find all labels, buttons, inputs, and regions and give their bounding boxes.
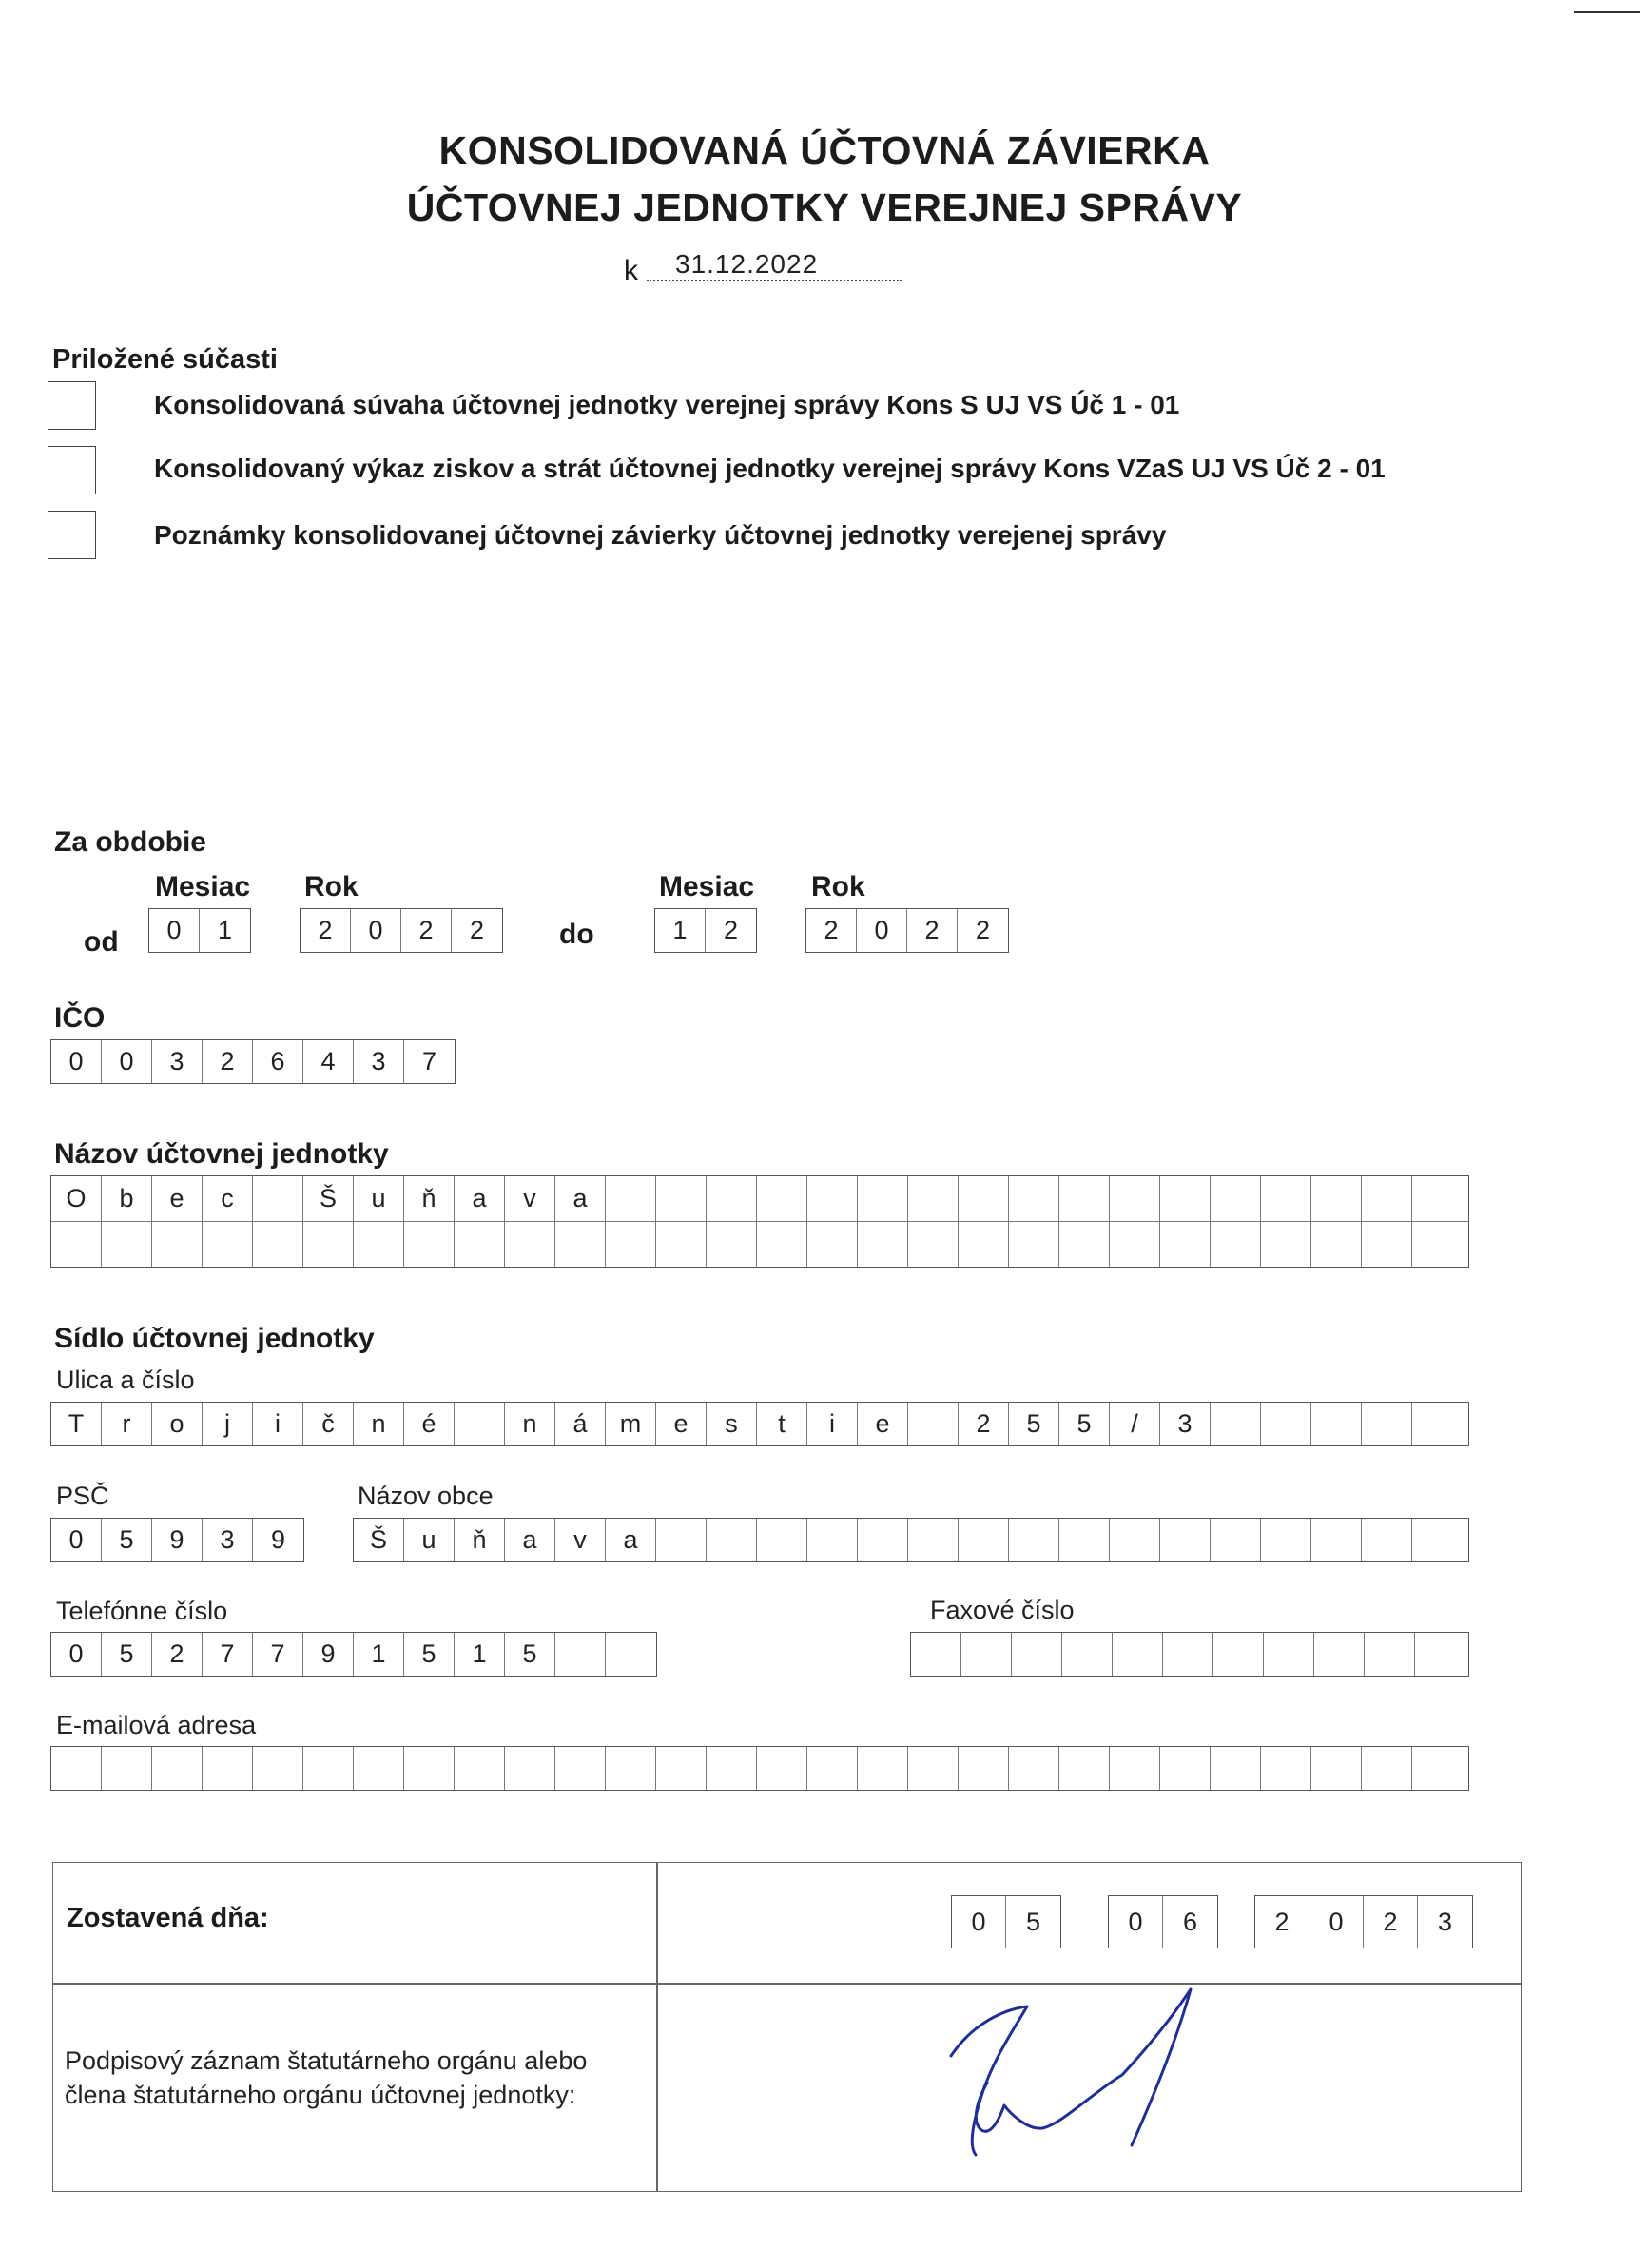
digit-cell: 2 — [975, 916, 991, 944]
char-cell — [203, 1222, 253, 1267]
char-cell — [858, 1747, 908, 1790]
digit-cell: 6 — [253, 1040, 303, 1083]
digit-cell — [1264, 1633, 1314, 1676]
digit-cell: 3 — [152, 1040, 203, 1083]
digit-cell: 7 — [203, 1633, 253, 1676]
digit-cell: 1 — [455, 1633, 505, 1676]
fax-field[interactable] — [910, 1632, 1469, 1677]
char-cell: T — [51, 1403, 102, 1445]
compiled-year-field[interactable] — [1254, 1895, 1473, 1948]
char-cell: 5 — [1059, 1403, 1110, 1445]
page-title-line2: ÚČTOVNEJ JEDNOTKY VEREJNEJ SPRÁVY — [406, 185, 1243, 229]
digit-cell — [961, 1633, 1012, 1676]
attachment-kons-suvaha: Konsolidovaná súvaha účtovnej jednotky verejnej správy Kons S UJ VS Úč 1 - 01 — [154, 390, 1180, 419]
char-cell — [707, 1222, 757, 1267]
char-cell — [1362, 1222, 1412, 1267]
digit-cell: 0 — [1310, 1896, 1364, 1948]
digit-cell: 0 — [952, 1896, 1006, 1948]
char-cell: u — [404, 1519, 455, 1561]
char-cell: j — [203, 1403, 253, 1445]
char-cell — [707, 1176, 757, 1221]
char-cell — [1362, 1403, 1412, 1445]
char-cell — [1362, 1519, 1412, 1561]
char-cell: s — [707, 1403, 757, 1445]
compiled-label: Zostavená dňa: — [67, 1903, 269, 1933]
char-cell — [908, 1222, 959, 1267]
char-cell — [253, 1176, 303, 1221]
char-cell — [1261, 1222, 1311, 1267]
char-cell — [1311, 1747, 1362, 1790]
char-cell — [1160, 1519, 1211, 1561]
char-cell — [152, 1222, 203, 1267]
digit-cell: 6 — [1182, 1907, 1198, 1936]
to-year-field[interactable] — [805, 908, 1009, 953]
char-cell — [102, 1222, 152, 1267]
char-cell — [354, 1747, 404, 1790]
char-cell — [253, 1747, 303, 1790]
char-cell — [757, 1747, 807, 1790]
char-cell — [959, 1176, 1009, 1221]
char-cell: v — [555, 1519, 606, 1561]
char-cell — [959, 1519, 1009, 1561]
char-cell: t — [757, 1403, 807, 1445]
digit-cell: 0 — [1109, 1896, 1163, 1948]
digit-cell — [1012, 1633, 1062, 1676]
char-cell — [1211, 1222, 1261, 1267]
char-cell — [656, 1747, 707, 1790]
char-cell — [203, 1747, 253, 1790]
name-row-1 — [51, 1176, 1468, 1221]
char-cell — [1211, 1403, 1261, 1445]
digit-cell: 7 — [421, 1047, 437, 1076]
char-cell — [1362, 1176, 1412, 1221]
digit-cell: 0 — [857, 909, 907, 952]
char-cell — [1261, 1403, 1311, 1445]
to-month-label: Mesiac — [659, 871, 755, 902]
digit-cell: 9 — [152, 1519, 203, 1561]
char-cell — [1059, 1519, 1110, 1561]
char-cell — [1059, 1747, 1110, 1790]
char-cell: á — [555, 1403, 606, 1445]
char-cell: é — [404, 1403, 455, 1445]
char-cell: č — [303, 1403, 354, 1445]
attachment-poznamky: Poznámky konsolidovanej účtovnej závierky účtovnej jednotky verejenej správy — [154, 520, 1167, 550]
char-cell — [1412, 1519, 1463, 1561]
digit-cell: 7 — [253, 1633, 303, 1676]
char-cell — [1412, 1222, 1463, 1267]
char-cell — [1311, 1176, 1362, 1221]
char-cell — [455, 1747, 505, 1790]
digit-cell: 3 — [354, 1040, 404, 1083]
char-cell — [152, 1747, 203, 1790]
attachment-kons-vykaz: Konsolidovaný výkaz ziskov a strát účtovnej jednotky verejnej správy Kons VZaS UJ VS Úč 2 - 01 — [154, 454, 1386, 483]
char-cell — [807, 1222, 858, 1267]
city-field[interactable] — [353, 1518, 1469, 1562]
page-title-line1: KONSOLIDOVANÁ ÚČTOVNÁ ZÁVIERKA — [438, 128, 1211, 172]
digit-cell: 5 — [1025, 1907, 1041, 1936]
char-cell — [656, 1222, 707, 1267]
digit-cell — [1415, 1633, 1465, 1676]
compiled-day-field[interactable] — [951, 1895, 1061, 1948]
char-cell — [707, 1747, 757, 1790]
char-cell — [1211, 1519, 1261, 1561]
digit-cell: 0 — [149, 909, 200, 952]
char-cell — [303, 1747, 354, 1790]
char-cell — [908, 1176, 959, 1221]
char-cell: i — [253, 1403, 303, 1445]
char-cell — [253, 1222, 303, 1267]
char-cell — [1311, 1519, 1362, 1561]
char-cell — [404, 1747, 455, 1790]
char-cell — [1160, 1176, 1211, 1221]
checkbox-kons-suvaha[interactable] — [48, 381, 96, 430]
char-cell — [858, 1519, 908, 1561]
char-cell: Š — [303, 1176, 354, 1221]
char-cell — [1009, 1176, 1059, 1221]
char-cell: O — [51, 1176, 102, 1221]
char-cell: Š — [354, 1519, 404, 1561]
char-cell — [1211, 1747, 1261, 1790]
char-cell — [404, 1222, 455, 1267]
digit-cell: 3 — [1437, 1907, 1453, 1936]
char-cell — [1110, 1519, 1160, 1561]
char-cell: e — [858, 1403, 908, 1445]
char-cell — [1110, 1747, 1160, 1790]
char-cell — [1261, 1747, 1311, 1790]
digit-cell: 0 — [51, 1519, 102, 1561]
char-cell — [1412, 1403, 1463, 1445]
email-label: E-mailová adresa — [56, 1711, 257, 1739]
digit-cell: 2 — [723, 916, 739, 944]
from-month-field[interactable] — [148, 908, 251, 953]
digit-cell: 2 — [203, 1040, 253, 1083]
char-cell: a — [455, 1176, 505, 1221]
char-cell — [1009, 1222, 1059, 1267]
to-year-label: Rok — [811, 871, 865, 902]
char-cell — [1009, 1519, 1059, 1561]
from-year-field[interactable] — [300, 908, 503, 953]
char-cell — [807, 1176, 858, 1221]
char-cell: e — [656, 1403, 707, 1445]
char-cell — [51, 1747, 102, 1790]
char-cell: n — [354, 1403, 404, 1445]
digit-cell: 0 — [51, 1633, 102, 1676]
digit-cell: 3 — [203, 1519, 253, 1561]
char-cell — [1311, 1403, 1362, 1445]
digit-cell: 1 — [354, 1633, 404, 1676]
char-cell — [354, 1222, 404, 1267]
street-field[interactable] — [50, 1402, 1469, 1446]
char-cell — [707, 1519, 757, 1561]
char-cell — [656, 1176, 707, 1221]
digit-cell — [606, 1633, 656, 1676]
char-cell — [1059, 1176, 1110, 1221]
name-row-2 — [51, 1221, 1468, 1267]
char-cell — [51, 1222, 102, 1267]
char-cell — [1009, 1747, 1059, 1790]
char-cell — [807, 1519, 858, 1561]
digit-cell — [555, 1633, 606, 1676]
attachments-heading: Priložené súčasti — [52, 344, 278, 375]
char-cell — [1059, 1222, 1110, 1267]
char-cell: c — [203, 1176, 253, 1221]
char-cell: a — [606, 1519, 656, 1561]
char-cell — [1110, 1176, 1160, 1221]
char-cell: e — [152, 1176, 203, 1221]
date-line — [647, 249, 902, 281]
digit-cell: 5 — [404, 1633, 455, 1676]
char-cell — [303, 1222, 354, 1267]
char-cell — [757, 1176, 807, 1221]
char-cell — [606, 1176, 656, 1221]
char-cell — [757, 1222, 807, 1267]
char-cell — [555, 1747, 606, 1790]
name-label: Názov účtovnej jednotky — [54, 1138, 389, 1170]
checkbox-kons-vykaz[interactable] — [48, 446, 96, 494]
char-cell: 3 — [1160, 1403, 1211, 1445]
ico-label: IČO — [54, 1002, 106, 1034]
corner-mark — [1574, 11, 1640, 13]
street-label: Ulica a číslo — [56, 1366, 195, 1394]
digit-cell — [1213, 1633, 1264, 1676]
digit-cell: 2 — [806, 909, 857, 952]
char-cell — [606, 1222, 656, 1267]
date-value: 31.12.2022 — [675, 249, 819, 279]
char-cell — [959, 1747, 1009, 1790]
char-cell — [807, 1747, 858, 1790]
char-cell: n — [505, 1403, 555, 1445]
digit-cell — [1062, 1633, 1113, 1676]
digit-cell: 4 — [303, 1040, 354, 1083]
char-cell — [505, 1222, 555, 1267]
char-cell — [858, 1176, 908, 1221]
char-cell — [1412, 1747, 1463, 1790]
period-heading: Za obdobie — [54, 826, 206, 858]
char-cell — [908, 1747, 959, 1790]
char-cell: i — [807, 1403, 858, 1445]
char-cell: v — [505, 1176, 555, 1221]
digit-cell — [1365, 1633, 1415, 1676]
from-month-label: Mesiac — [155, 871, 251, 902]
city-label: Názov obce — [358, 1482, 494, 1510]
compiled-month-field[interactable] — [1108, 1895, 1218, 1948]
char-cell: r — [102, 1403, 152, 1445]
digit-cell: 0 — [351, 909, 401, 952]
char-cell — [1261, 1176, 1311, 1221]
char-cell — [1110, 1222, 1160, 1267]
char-cell — [606, 1747, 656, 1790]
date-prefix: k — [624, 255, 638, 286]
char-cell — [908, 1403, 959, 1445]
digit-cell: 2 — [907, 909, 958, 952]
psc-field[interactable] — [50, 1518, 304, 1562]
checkbox-poznamky[interactable] — [48, 511, 96, 559]
char-cell — [757, 1519, 807, 1561]
phone-field[interactable] — [50, 1632, 657, 1677]
char-cell — [1311, 1222, 1362, 1267]
char-cell — [455, 1222, 505, 1267]
char-cell — [908, 1519, 959, 1561]
from-label: od — [84, 926, 119, 958]
char-cell: u — [354, 1176, 404, 1221]
digit-cell — [1314, 1633, 1365, 1676]
name-field[interactable] — [50, 1175, 1469, 1268]
digit-cell — [1113, 1633, 1163, 1676]
char-cell: ň — [404, 1176, 455, 1221]
digit-cell — [911, 1633, 961, 1676]
address-heading: Sídlo účtovnej jednotky — [54, 1323, 375, 1354]
char-cell: ň — [455, 1519, 505, 1561]
ico-field[interactable] — [50, 1039, 456, 1084]
char-cell — [102, 1747, 152, 1790]
to-month-field[interactable] — [654, 908, 757, 953]
to-label: do — [559, 919, 594, 950]
signature-section-vdivider — [656, 1862, 658, 2192]
char-cell — [959, 1222, 1009, 1267]
from-year-label: Rok — [304, 871, 359, 902]
char-cell — [1412, 1176, 1463, 1221]
digit-cell: 1 — [217, 916, 233, 944]
char-cell — [1211, 1176, 1261, 1221]
char-cell — [656, 1519, 707, 1561]
digit-cell: 5 — [102, 1519, 152, 1561]
char-cell: a — [505, 1519, 555, 1561]
digit-cell: 1 — [655, 909, 706, 952]
email-field[interactable] — [50, 1746, 1469, 1791]
signature-label-line1: Podpisový záznam štatutárneho orgánu alebo — [65, 2046, 588, 2075]
fax-label: Faxové číslo — [930, 1596, 1075, 1624]
digit-cell: 0 — [102, 1040, 152, 1083]
char-cell: m — [606, 1403, 656, 1445]
char-cell — [858, 1222, 908, 1267]
char-cell — [505, 1747, 555, 1790]
char-cell: 5 — [1009, 1403, 1059, 1445]
digit-cell: 2 — [152, 1633, 203, 1676]
signature-image — [932, 1968, 1246, 2159]
digit-cell: 9 — [303, 1633, 354, 1676]
digit-cell: 2 — [401, 909, 452, 952]
char-cell — [1160, 1747, 1211, 1790]
digit-cell: 9 — [270, 1525, 286, 1554]
char-cell — [1261, 1519, 1311, 1561]
char-cell: / — [1110, 1403, 1160, 1445]
digit-cell — [1163, 1633, 1213, 1676]
char-cell — [1362, 1747, 1412, 1790]
psc-label: PSČ — [56, 1482, 109, 1510]
digit-cell: 2 — [1255, 1896, 1310, 1948]
digit-cell: 2 — [469, 916, 485, 944]
char-cell: 2 — [959, 1403, 1009, 1445]
signature-section-hdivider — [52, 1983, 1522, 1985]
digit-cell: 2 — [1364, 1896, 1418, 1948]
signature-label-line2: člena štatutárneho orgánu účtovnej jednotky: — [65, 2081, 576, 2109]
phone-label: Telefónne číslo — [56, 1597, 228, 1625]
digit-cell: 5 — [505, 1633, 555, 1676]
char-cell — [555, 1222, 606, 1267]
char-cell: o — [152, 1403, 203, 1445]
digit-cell: 5 — [102, 1633, 152, 1676]
char-cell — [1160, 1222, 1211, 1267]
digit-cell: 2 — [301, 909, 351, 952]
char-cell — [455, 1403, 505, 1445]
char-cell: a — [555, 1176, 606, 1221]
char-cell: b — [102, 1176, 152, 1221]
digit-cell: 0 — [51, 1040, 102, 1083]
